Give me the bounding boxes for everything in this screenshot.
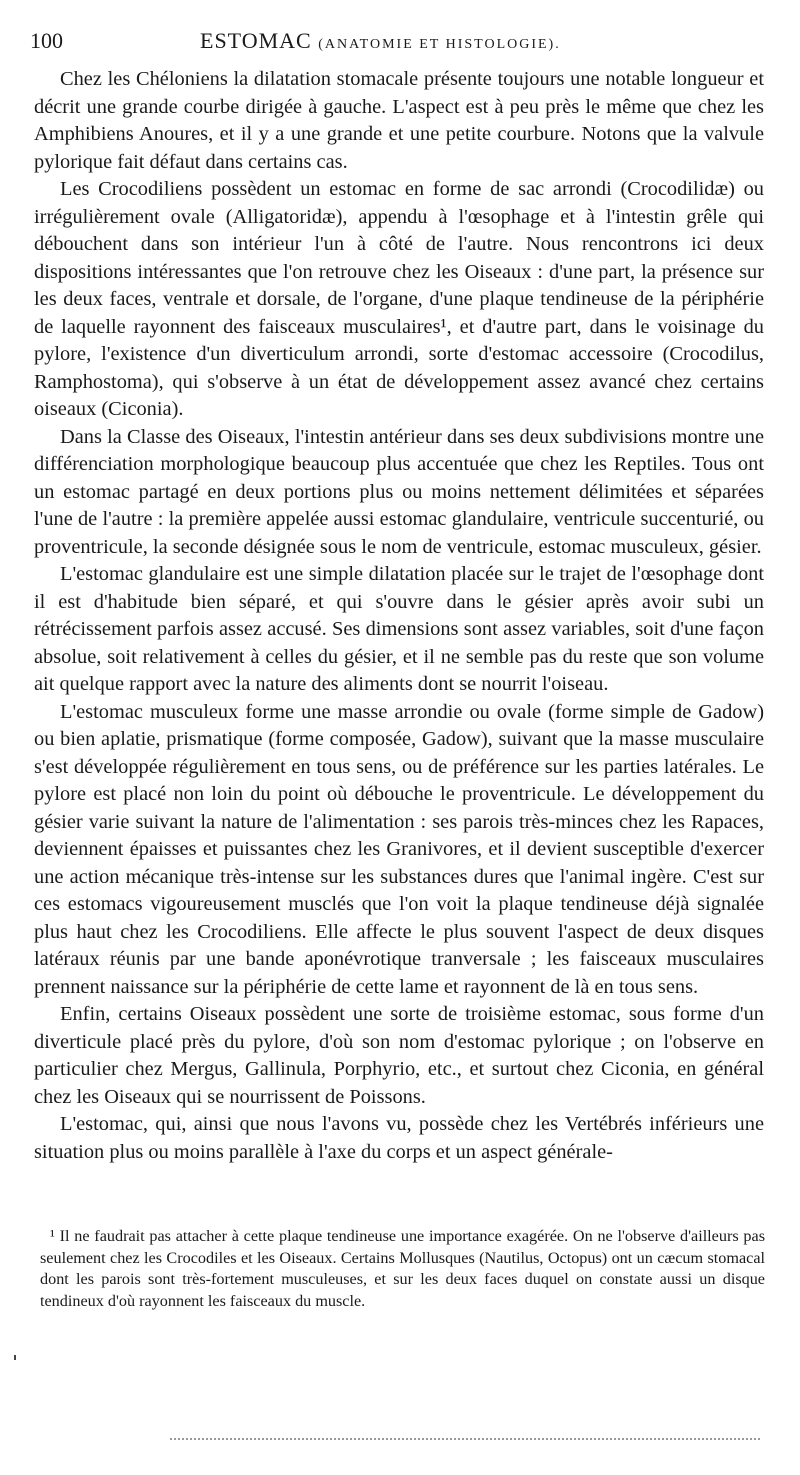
- body-text: [34, 66, 764, 1166]
- page-number: 100: [30, 28, 63, 53]
- footnote: [40, 1226, 765, 1312]
- bottom-dotted-line: [170, 1438, 760, 1440]
- paragraph-estomac-musculeux: L'estomac musculeux forme une masse arrondie ou ovale (forme simple de Gadow) ou bien aplatie, prismatique (forme composée, Gadow), suivant que la masse musculaire s'est développée régulièrement en tous sens, ou de préférence sur les parties latérales. Le pylore est placé non loin du point où débouche le proventricule. Le développement du gésier varie suivant la nature de l'alimentation : ses parois très-minces chez les Rapaces, deviennent épaisses et puissantes chez les Granivores, et il devient susceptible d'exercer une action mécanique très-intense sur les substances dures que l'animal ingère. C'est sur ces estomacs vigoureusement musclés que l'on voit la plaque tendineuse déjà signalée plus haut chez les Crocodiliens. Elle affecte le plus souvent l'aspect de deux disques latéraux réunis par une bande aponévrotique tranversale ; les faisceaux musculaires prennent naissance sur la périphérie de cette lame et rayonnent de là en tous sens.: [34, 700, 764, 998]
- running-head: [200, 28, 561, 54]
- footnote-text: ¹ Il ne faudrait pas attacher à cette plaque tendineuse une importance exagérée. On ne l'observe d'ailleurs pas seulement chez les Crocodiles et les Oiseaux. Certains Mollusques (Nautilus, Octopus) ont un cæcum stomacal dont les parois sont très-fortement musculeuses, et sur les deux faces duquel on constate aussi un disque tendineux d'où rayonnent les faisceaux du muscle.: [40, 1227, 765, 1310]
- page-header: [30, 28, 760, 58]
- paragraph-estomac-glandulaire: L'estomac glandulaire est une simple dilatation placée sur le trajet de l'œsophage dont il est d'habitude bien séparé, et qui s'ouvre dans le gésier après avoir subi un rétrécissement parfois assez accusé. Ses dimensions sont assez variables, soit d'une façon absolue, soit relativement à celles du gésier, et il ne semble pas du reste que son volume ait quelque rapport avec la nature des aliments dont se nourrit l'oiseau.: [34, 563, 764, 695]
- paragraph-estomac-pylorique: Enfin, certains Oiseaux possèdent une sorte de troisième estomac, sous forme d'un diverticule placé près du pylore, d'où son nom d'estomac pylorique ; on l'observe en particulier chez Mergus, Gallinula, Porphyrio, etc., et surtout chez Ciconia, en général chez les Oiseaux qui se nourrissent de Poissons.: [34, 1003, 764, 1108]
- paragraph-cheloniens: Chez les Chéloniens la dilatation stomacale présente toujours une notable longueur et décrit une grande courbe dirigée à gauche. L'aspect est à peu près le même que chez les Amphibiens Anoures, et il y a une grande et une petite courbure. Notons que la valvule pylorique fait défaut dans certains cas.: [34, 68, 764, 173]
- running-head-subtitle: (ANATOMIE ET HISTOLOGIE).: [318, 37, 561, 52]
- paragraph-oiseaux: Dans la Classe des Oiseaux, l'intestin antérieur dans ses deux subdivisions montre une différenciation morphologique beaucoup plus accentuée que chez les Reptiles. Tous ont un estomac partagé en deux portions plus ou moins nettement délimitées et séparées l'une de l'autre : la première appelée aussi estomac glandulaire, ventricule succenturié, ou proventricule, la seconde désignée sous le nom de ventricule, estomac musculeux, gésier.: [34, 425, 764, 558]
- ink-speck: [14, 1355, 16, 1360]
- paragraph-situation: L'estomac, qui, ainsi que nous l'avons vu, possède chez les Vertébrés inférieurs une situation plus ou moins parallèle à l'axe du corps et un aspect générale-: [34, 1113, 764, 1163]
- paragraph-crocodiliens: Les Crocodiliens possèdent un estomac en forme de sac arrondi (Crocodilidæ) ou irrégulièrement ovale (Alligatoridæ), appendu à l'œsophage et à l'intestin grêle qui débouchent dans son intérieur l'un à côté de l'autre. Nous rencontrons ici deux dispositions intéressantes que l'on retrouve chez les Oiseaux : d'une part, la présence sur les deux faces, ventrale et dorsale, de l'organe, d'une plaque tendineuse de la périphérie de laquelle rayonnent des faisceaux musculaires¹, et d'autre part, dans le voisinage du pylore, l'existence d'un diverticulum arrondi, sorte d'estomac accessoire (Crocodilus, Ramphostoma), qui s'observe à un état de développement assez avancé chez certains oiseaux (Ciconia).: [34, 178, 764, 420]
- running-head-title: ESTOMAC: [200, 28, 312, 53]
